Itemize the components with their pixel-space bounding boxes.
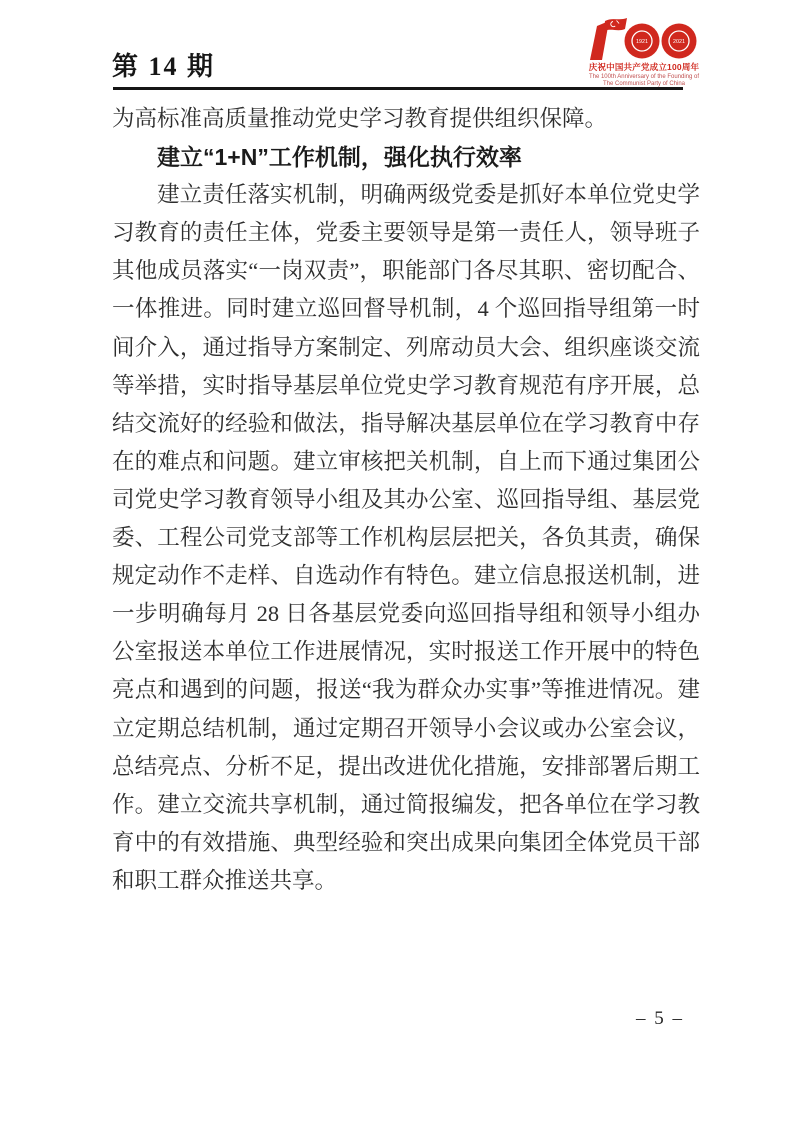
logo-caption-en-line1: The 100th Anniversary of the Founding of: [588, 74, 700, 80]
cpc-100-emblem-icon: [589, 16, 699, 60]
logo-caption-en: [586, 74, 702, 87]
body-paragraph-continuation: 为高标准高质量推动党史学习教育提供组织保障。: [112, 106, 608, 131]
logo-caption-cn: 庆祝中国共产党成立100周年: [588, 62, 700, 72]
page-number: – 5 –: [636, 1008, 684, 1029]
logo-year-left: 1921: [636, 39, 648, 45]
issue-label: 第 14 期: [112, 52, 216, 81]
logo-caption-en-line2: The Communist Party of China: [602, 80, 686, 87]
section-heading: 建立“1+N”工作机制，强化执行效率: [157, 144, 522, 171]
document-body: [112, 100, 700, 900]
body-paragraph: 建立责任落实机制，明确两级党委是抓好本单位党史学习教育的责任主体，党委主要领导是第一责任人，领导班子其他成员落实“一岗双责”，职能部门各尽其职、密切配合、一体推进。同时建立巡回督导机制，4 个巡回指导组第一时间介入，通过指导方案制定、列席动员大会、组织座谈交流等举措，实时指导基层单位党史学习教育规范有序开展，总结交流好的经验和做法，指导解决基层单位在学习教育中存在的难点和问题。建立审核把关机制，自上而下通过集团公司党史学习教育领导小组及其办公室、巡回指导组、基层党委、工程公司党支部等工作机构层层把关，各负其责，确保规定动作不走样、自选动作有特色。建立信息报送机制，进一步明确每月 28 日各基层党委向巡回指导组和领导小组办公室报送本单位工作进展情况，实时报送工作开展中的特色亮点和遇到的问题，报送“我为群众办实事”等推进情况。建立定期总结机制，通过定期召开领导小会议或办公室会议，总结亮点、分析不足，提出改进优化措施，安排部署后期工作。建立交流共享机制，通过简报编发，把各单位在学习教育中的有效措施、典型经验和突出成果向集团全体党员干部和职工群众推送共享。: [112, 182, 700, 893]
logo-year-right: 2021: [673, 39, 685, 45]
header-divider: [113, 87, 683, 90]
cpc-100-anniversary-logo: [586, 16, 702, 87]
